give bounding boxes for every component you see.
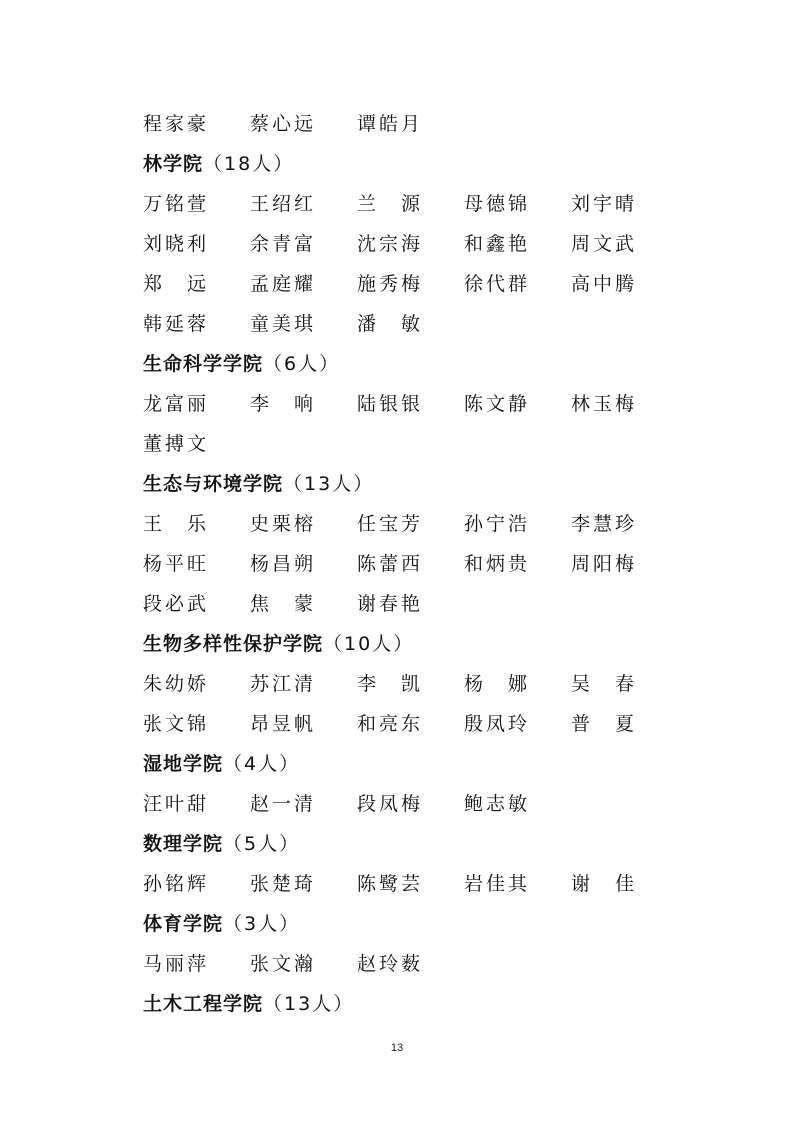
person-name: 郑 远 [143, 273, 210, 295]
college-heading [143, 824, 663, 864]
person-name: 刘宇晴 [571, 193, 638, 215]
recipient-count: （6人） [263, 353, 341, 375]
person-name: 赵玲薮 [357, 953, 424, 975]
person-name: 李慧珍 [571, 513, 638, 535]
name-row [143, 784, 663, 824]
person-name: 孙铭辉 [143, 873, 210, 895]
person-name: 张文瀚 [250, 953, 317, 975]
college-heading [143, 464, 663, 504]
person-name: 史栗榕 [250, 513, 317, 535]
person-name: 汪叶甜 [143, 793, 210, 815]
name-row [143, 864, 663, 904]
college-heading [143, 904, 663, 944]
person-name: 谢春艳 [357, 593, 424, 615]
name-row [143, 384, 663, 424]
person-name: 施秀梅 [357, 273, 424, 295]
person-name: 孙宁浩 [464, 513, 531, 535]
name-row [143, 664, 663, 704]
recipient-count: （3人） [223, 913, 301, 935]
person-name: 杨昌朔 [250, 553, 317, 575]
college-name: 生态与环境学院 [143, 473, 284, 495]
person-name: 李 响 [250, 393, 317, 415]
person-name: 段必武 [143, 593, 210, 615]
college-heading [143, 744, 663, 784]
person-name: 陆银银 [357, 393, 424, 415]
person-name: 谢 佳 [571, 873, 638, 895]
recipient-count: （18人） [203, 153, 295, 175]
person-name: 王 乐 [143, 513, 210, 535]
person-name: 陈文静 [464, 393, 531, 415]
person-name: 万铭萱 [143, 193, 210, 215]
person-name: 马丽萍 [143, 953, 210, 975]
person-name: 龙富丽 [143, 393, 210, 415]
recipient-count: （13人） [283, 473, 375, 495]
person-name: 徐代群 [464, 273, 531, 295]
person-name: 杨 娜 [464, 673, 531, 695]
person-name: 赵一清 [250, 793, 317, 815]
person-name: 张楚琦 [250, 873, 317, 895]
person-name: 吴 春 [571, 673, 638, 695]
name-row [143, 264, 663, 304]
person-name: 张文锦 [143, 713, 210, 735]
person-name: 王绍红 [250, 193, 317, 215]
person-name: 蔡心远 [250, 113, 317, 135]
college-heading [143, 144, 663, 184]
recipient-count: （5人） [223, 833, 301, 855]
person-name: 焦 蒙 [250, 593, 317, 615]
college-name: 体育学院 [143, 913, 224, 935]
person-name: 杨平旺 [143, 553, 210, 575]
person-name: 岩佳其 [464, 873, 531, 895]
person-name: 苏江清 [250, 673, 317, 695]
recipient-count: （10人） [323, 633, 415, 655]
person-name: 和鑫艳 [464, 233, 531, 255]
person-name: 韩延蓉 [143, 313, 210, 335]
person-name: 刘晓利 [143, 233, 210, 255]
college-heading [143, 624, 663, 664]
name-row [143, 424, 663, 464]
person-name: 陈蕾西 [357, 553, 424, 575]
name-row [143, 584, 663, 624]
recipient-count: （13人） [263, 993, 355, 1015]
award-name-list [143, 104, 663, 1024]
person-name: 兰 源 [357, 193, 424, 215]
person-name: 谭皓月 [357, 113, 424, 135]
person-name: 段凤梅 [357, 793, 424, 815]
person-name: 朱幼娇 [143, 673, 210, 695]
name-row [143, 544, 663, 584]
name-row [143, 944, 663, 984]
person-name: 任宝芳 [357, 513, 424, 535]
college-name: 数理学院 [143, 833, 224, 855]
page-number: 13 [390, 1042, 404, 1054]
person-name: 普 夏 [571, 713, 638, 735]
person-name: 程家豪 [143, 113, 210, 135]
college-name: 土木工程学院 [143, 993, 264, 1015]
person-name: 孟庭耀 [250, 273, 317, 295]
person-name: 和炳贵 [464, 553, 531, 575]
person-name: 林玉梅 [571, 393, 638, 415]
person-name: 周阳梅 [571, 553, 638, 575]
name-row [143, 184, 663, 224]
college-heading [143, 344, 663, 384]
person-name: 高中腾 [571, 273, 638, 295]
name-row [143, 224, 663, 264]
person-name: 昂昱帆 [250, 713, 317, 735]
name-row [143, 304, 663, 344]
college-name: 林学院 [143, 153, 204, 175]
college-heading [143, 984, 663, 1024]
college-name: 生物多样性保护学院 [143, 633, 324, 655]
person-name: 潘 敏 [357, 313, 424, 335]
person-name: 和亮东 [357, 713, 424, 735]
person-name: 鲍志敏 [464, 793, 531, 815]
person-name: 殷凤玲 [464, 713, 531, 735]
person-name: 董搏文 [143, 433, 210, 455]
name-row [143, 504, 663, 544]
person-name: 李 凯 [357, 673, 424, 695]
person-name: 母德锦 [464, 193, 531, 215]
person-name: 沈宗海 [357, 233, 424, 255]
person-name: 陈鹭芸 [357, 873, 424, 895]
name-row [143, 104, 663, 144]
person-name: 余青富 [250, 233, 317, 255]
recipient-count: （4人） [223, 753, 301, 775]
college-name: 湿地学院 [143, 753, 224, 775]
person-name: 童美琪 [250, 313, 317, 335]
person-name: 周文武 [571, 233, 638, 255]
college-name: 生命科学学院 [143, 353, 264, 375]
name-row [143, 704, 663, 744]
